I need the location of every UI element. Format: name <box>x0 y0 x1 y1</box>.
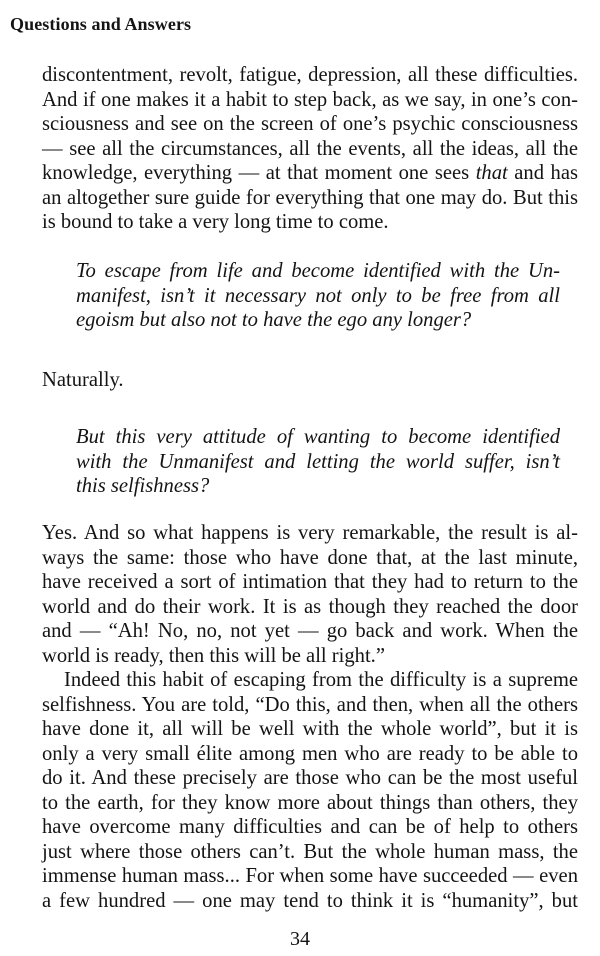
question-2 <box>76 425 560 499</box>
text-line: to the earth, for they know more about things than others, they <box>42 791 578 814</box>
text-line: Indeed this habit of escaping from the difficulty is a supreme <box>64 669 578 691</box>
text-line: only a very small élite among men who are ready to be able to <box>42 742 578 765</box>
question-line: To escape from life and become identified with the Un- <box>76 260 560 282</box>
paragraph-indented <box>42 668 578 913</box>
text-fragment: and has <box>507 162 578 184</box>
question-1 <box>76 259 560 333</box>
emphasis-word: that <box>475 162 508 184</box>
text-fragment: knowledge, everything — at that moment one sees <box>42 162 476 184</box>
text-line: an altogether sure guide for everything that one may do. But this <box>42 186 578 209</box>
answer-1 <box>42 368 578 393</box>
text-line: Yes. And so what happens is very remarkable, the result is al- <box>42 522 578 544</box>
question-line: manifest, isn’t it necessary not only to be free from all <box>76 284 560 307</box>
text-line: world and do their work. It is as though they reached the door <box>42 595 578 618</box>
text-line: And if one makes it a habit to step back, as we say, in one’s con- <box>42 88 578 111</box>
text-line: immense human mass... For when some have succeeded — even <box>42 865 578 887</box>
text-line: sciousness and see on the screen of one’s psychic consciousness <box>42 113 578 135</box>
page-number: 34 <box>290 928 310 950</box>
question-line: But this very attitude of wanting to become identified <box>76 426 560 448</box>
question-line: with the Unmanifest and letting the world suffer, isn’t <box>76 450 560 473</box>
text-line-with-emphasis <box>42 161 578 186</box>
question-line: this selfishness? <box>76 475 210 497</box>
text-line: discontentment, revolt, fatigue, depression, all these difficulties. <box>42 64 578 86</box>
paragraph-continuation <box>42 63 578 235</box>
paragraph-answer-2 <box>42 521 578 668</box>
text-line: world is ready, then this will be all right.” <box>42 644 385 667</box>
question-line: egoism but also not to have the ego any longer? <box>76 309 472 331</box>
text-line: ways the same: those who have done that, at the last minute, <box>42 546 578 569</box>
text-line: selfishness. You are told, “Do this, and then, when all the others <box>42 693 578 716</box>
text-line: and — “Ah! No, no, not yet — go back and work. When the <box>42 620 578 642</box>
answer-line: Naturally. <box>42 369 124 391</box>
text-line: just where those others can’t. But the whole human mass, the <box>42 840 578 863</box>
text-line: have overcome many difficulties and can be of help to others <box>42 816 578 838</box>
text-line: a few hundred — one may tend to think it is “humanity”, but <box>42 889 578 912</box>
text-line: do it. And these precisely are those who can be the most useful <box>42 767 578 789</box>
text-line: — see all the circumstances, all the events, all the ideas, all the <box>42 137 578 160</box>
text-line: have done it, all will be well with the whole world”, but it is <box>42 718 578 740</box>
running-head: Questions and Answers <box>10 14 192 34</box>
text-line: have received a sort of intimation that they had to return to the <box>42 571 578 593</box>
text-line: is bound to take a very long time to come. <box>42 211 389 233</box>
